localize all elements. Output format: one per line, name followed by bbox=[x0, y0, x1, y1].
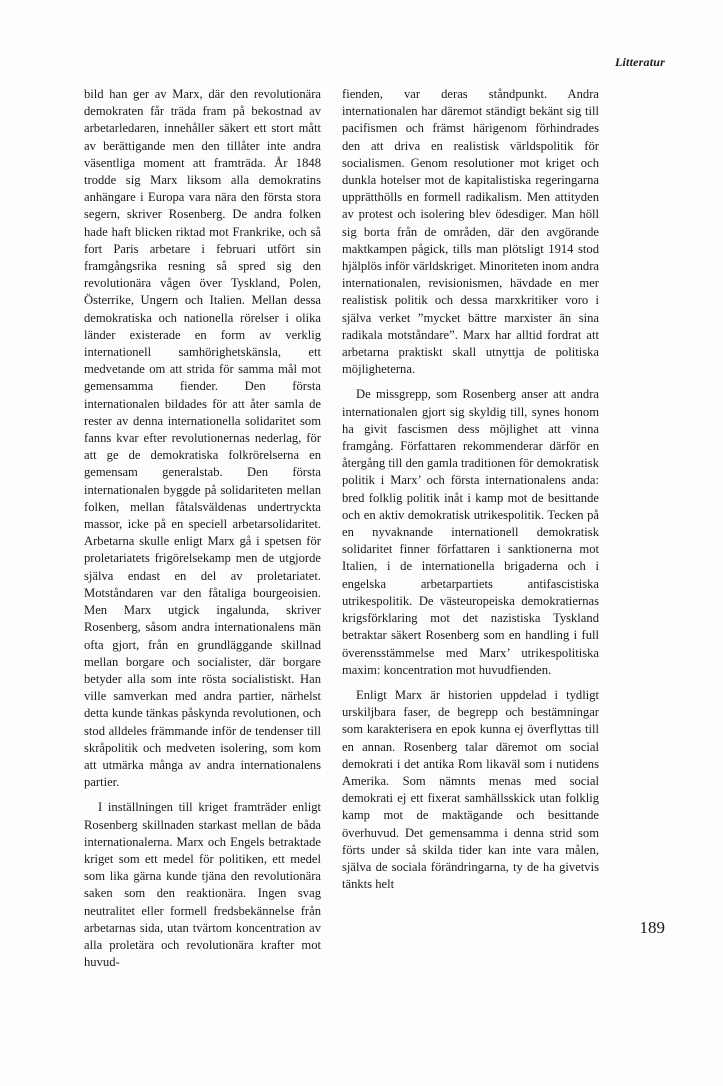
right-column bbox=[342, 86, 599, 893]
left-column bbox=[84, 86, 321, 971]
paragraph: Enligt Marx är historien uppdelad i tydligt urskiljbara faser, de begrepp och bestämningar som karakterisera en epok kunna ej överflyttas till en annan. Rosenberg talar däremot om social demokrati i det antika Rom likaväl som i nutidens Amerika. Som nämnts menas med social demokrati ej ett fixerat samhällsskick utan folklig kamp mot de maktägande och besittande överhuvud. Det gemensamma i denna strid som förts under så skilda tider kan inte vara målen, själva de sociala förändringarna, ty de ha givetvis tänkts helt bbox=[342, 687, 599, 892]
page-number: 189 bbox=[639, 918, 665, 937]
running-head: Litteratur bbox=[614, 55, 665, 69]
paragraph: I inställningen till kriget framträder enligt Rosenberg skillnaden starkast mellan de båda internationalerna. Marx och Engels betraktade kriget som ett medel för politiken, ett medel som lika gärna kunde tjäna den revolutionära saken som den reaktionära. Ingen svag neutralitet eller formell fredsbekännelse från arbetarnas sida, utan tvärtom koncentration av alla proletära och revolutionära krafter mot huvud- bbox=[84, 800, 321, 970]
paragraph: De missgrepp, som Rosenberg anser att andra internationalen gjort sig skyldig till, synes honom ha givit fascismen dess möjlighet att vinna framgång. Författaren rekommenderar därför en återgång till den gamla traditionen för demokratisk politik i Marx’ och första internationalens anda: bred folklig politik inåt i kamp mot de besittande och en aktiv demokratisk utrikespolitik. Tecken på en nyvaknande internationell demokratisk solidaritet finner författaren i sanktionerna mot Italien, i de internationella brigaderna och i engelska arbetarpartiets antifascistiska utrikespolitik. De västeuropeiska demokratiernas krigsförklaring mot det nazistiska Tyskland betraktar säkert Rosenberg som en handling i full överensstämmelse med Marx’ utrikespolitiska maxim: koncentration mot huvudfienden. bbox=[342, 387, 599, 677]
paragraph: bild han ger av Marx, där den revolutionära demokraten får träda fram på bekostnad av arbetarledaren, innehåller säkert ett stort mått av berättigande men den tillåter inte andra väsentliga moment att framträda. År 1848 trodde sig Marx liksom alla demokratins anhängare i Europa vara nära den första stora segern, skriver Rosenberg. De andra folken hade haft blicken riktad mot Frankrike, och så fort Paris arbetare i februari utfört sin framgångsrika resning så spred sig den revolutionära vågen över Tyskland, Polen, Österrike, Ungern och Italien. Mellan dessa demokratiska och nationella rörelser i olika länder existerade en form av verklig internationell samhörighetskänsla, ett medvetande om att strida för samma mål mot gemensamma fiender. Den första internationalen bildades för att åter samla de rester av denna internationella solidaritet som fanns kvar efter revolutionernas nederlag, för att ge de demokratiska folkrörelserna en gemensam generalstab. Den första internationalen byggde på solidariteten mellan folken, mellan fåtalsväldenas undertryckta massor, icke på en speciell arbetarsolidaritet. Arbetarna skulle enligt Marx gå i spetsen för proletariatets frigörelsekamp men de utgjorde själva endast en del av proletariatet. Motståndaren var den fåtaliga bourgeoisien. Men Marx utgick ingalunda, skriver Rosenberg, såsom andra internationalens män ofta gjort, från en grundläggande skillnad mellan borgare och socialister, där borgare betyder alla som inte rösta socialistiskt. Han ville samverkan med andra partier, närhelst detta kunde tänkas påskynda revolutionen, och stod alldeles främmande inför de tendenser till skråpolitik och medveten isolering, som kom att utmärka många av andra internationalens partier. bbox=[84, 87, 321, 790]
paragraph: fienden, var deras ståndpunkt. Andra internationalen har däremot ständigt bekänt sig till pacifismen och främst härigenom förhindrades den att driva en realistisk världspolitik för socialismen. Genom resolutioner mot kriget och dunkla hotelser mot de kapitalistiska regeringarna upprätthölls en formell radikalism. Men attityden av protest och isolering blev ödesdiger. Man höll sig borta från de områden, där den avgörande maktkampen pågick, tills man plötsligt 1914 stod hjälplös inför världskriget. Minoriteten inom andra internationalen, revisionismen, hävdade en mer realistisk politik och dessa marxkritiker voro i själva verket ”mycket bättre marxister än sina radikala motståndare”. Marx har alltid fordrat att arbetarna praktiskt skall utnyttja de politiska möjligheterna. bbox=[342, 87, 599, 377]
